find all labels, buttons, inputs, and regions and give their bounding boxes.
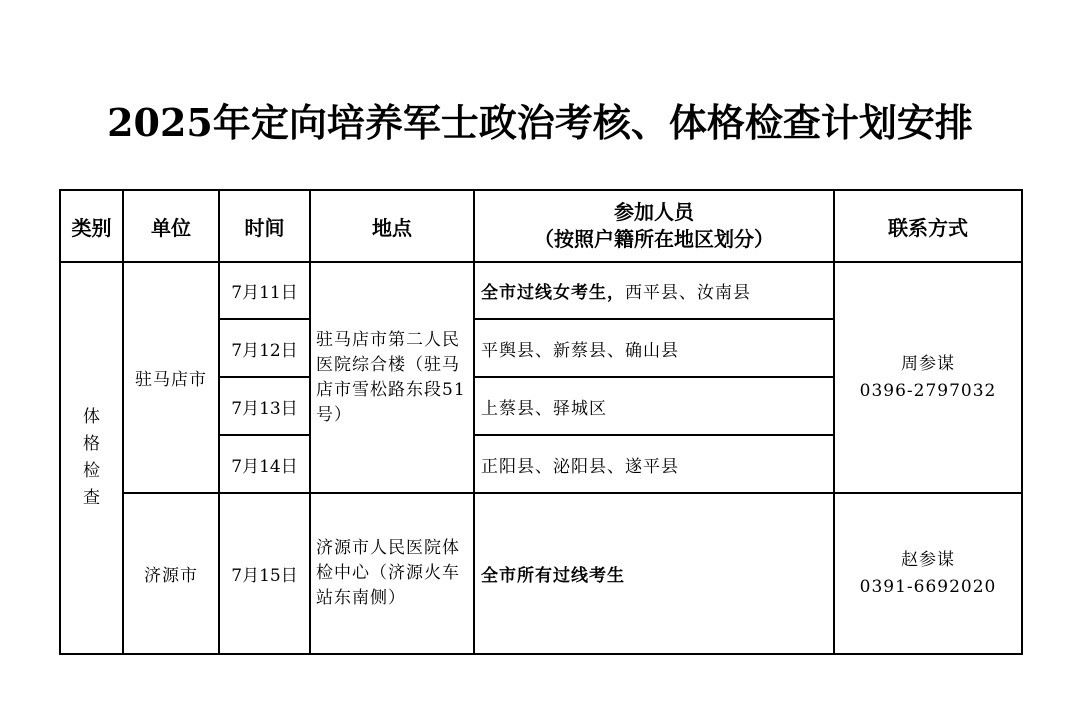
participants-bold: 全市过线女考生， (481, 283, 625, 303)
header-location: 地点 (310, 190, 474, 262)
table-row (60, 262, 1022, 319)
category-char: 检 (83, 461, 100, 481)
participants-bold: 全市所有过线考生 (481, 566, 625, 586)
table-row (60, 493, 1022, 654)
header-contact: 联系方式 (834, 190, 1022, 262)
location-cell: 济源市人民医院体检中心（济源火车站东南侧） (310, 493, 474, 654)
header-unit: 单位 (123, 190, 219, 262)
schedule-table (59, 189, 1023, 655)
contact-cell (834, 262, 1022, 493)
participants-cell (474, 319, 834, 377)
unit-cell: 驻马店市 (123, 262, 219, 493)
date-cell: 7月15日 (219, 493, 310, 654)
date-cell: 7月13日 (219, 377, 310, 435)
unit-cell: 济源市 (123, 493, 219, 654)
participants-cell (474, 377, 834, 435)
category-cell (60, 262, 123, 654)
contact-name: 周参谋 (901, 353, 955, 374)
participants-text: 平舆县、新蔡县、确山县 (481, 340, 679, 361)
header-participants-line2: （按照户籍所在地区划分） (534, 227, 774, 251)
participants-text: 西平县、汝南县 (625, 283, 751, 303)
contact-phone: 0396-2797032 (859, 380, 997, 401)
header-time: 时间 (219, 190, 310, 262)
participants-text: 正阳县、泌阳县、遂平县 (481, 456, 679, 477)
category-char: 体 (83, 407, 100, 427)
header-category: 类别 (60, 190, 123, 262)
category-char: 格 (83, 434, 100, 454)
contact-cell (834, 493, 1022, 654)
header-row (60, 190, 1022, 262)
contact-phone: 0391-6692020 (859, 576, 997, 597)
date-cell: 7月12日 (219, 319, 310, 377)
participants-cell (474, 493, 834, 654)
participants-cell (474, 435, 834, 493)
date-cell: 7月11日 (219, 262, 310, 319)
date-cell: 7月14日 (219, 435, 310, 493)
page-title: 2025年定向培养军士政治考核、体格检查计划安排 (107, 100, 973, 145)
category-char: 查 (83, 488, 100, 508)
header-participants (474, 190, 834, 262)
contact-name: 赵参谋 (901, 549, 955, 570)
participants-cell (474, 262, 834, 319)
header-participants-line1: 参加人员 (614, 200, 694, 224)
location-cell: 驻马店市第二人民医院综合楼（驻马店市雪松路东段51号） (310, 262, 474, 493)
participants-text: 上蔡县、驿城区 (481, 398, 607, 419)
